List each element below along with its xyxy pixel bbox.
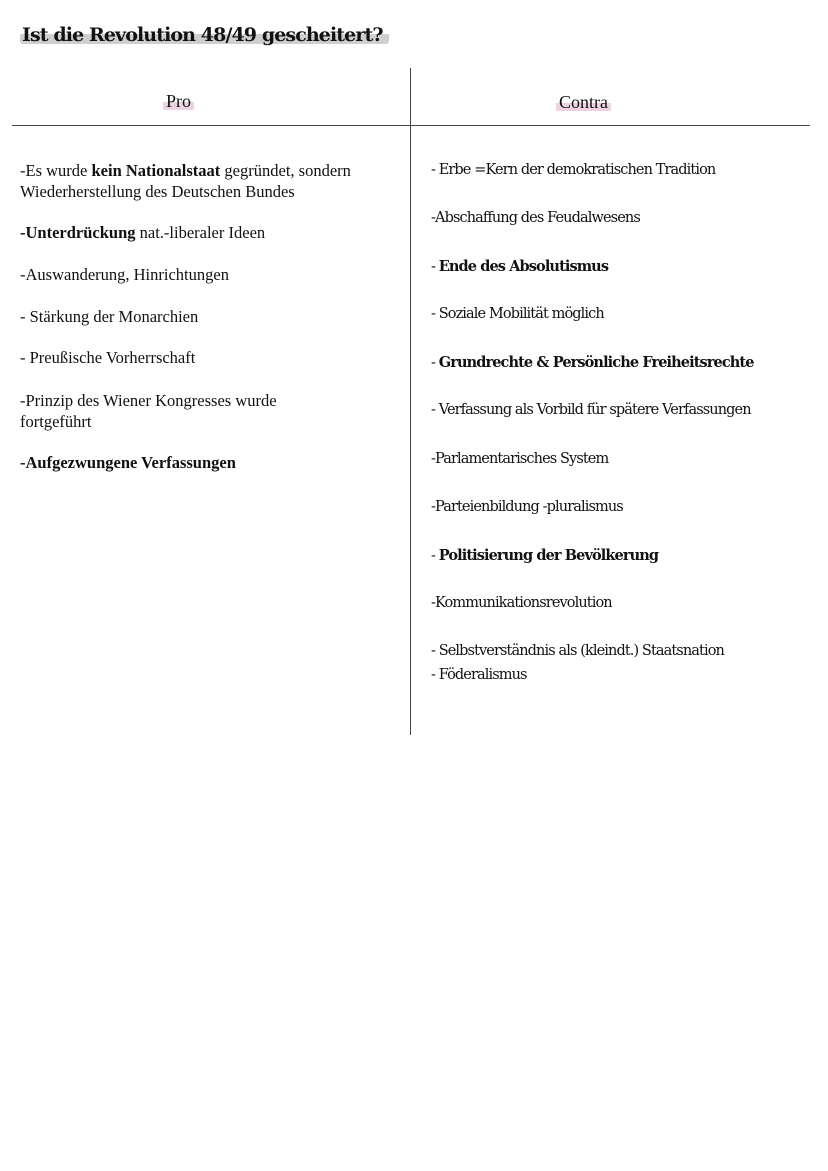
contra-item-9: - Politisierung der Bevölkerung (431, 547, 659, 564)
contra-item-9-emphasis: Politisierung der Bevölkerung (438, 547, 659, 564)
contra-item-4: - Soziale Mobilität möglich (431, 306, 604, 322)
header-divider-horizontal (12, 125, 810, 126)
title-text: Ist die Revolution 48/49 gescheitert? (20, 24, 389, 46)
pro-item-6: -Prinzip des Wiener Kongresses wurde fortgeführt (20, 391, 277, 431)
page-title (20, 24, 389, 46)
contra-item-2: -Abschaffung des Feudalwesens (431, 210, 640, 226)
pro-header-label: Pro (163, 91, 194, 111)
pro-item-7: -Aufgezwungene Verfassungen (20, 453, 236, 472)
contra-item-1: - Erbe =Kern der demokratischen Tradition (431, 162, 716, 178)
contra-item-3-emphasis: Ende des Absolutismus (438, 258, 609, 275)
column-divider-vertical (410, 68, 411, 735)
contra-item-6: - Verfassung als Vorbild für spätere Verfassungen (431, 402, 751, 418)
pro-item-1: -Es wurde kein Nationalstaat gegründet, sondern Wiederherstellung des Deutschen Bundes (20, 161, 351, 201)
pro-column-header (163, 91, 194, 112)
pro-item-3: -Auswanderung, Hinrichtungen (20, 265, 229, 284)
contra-item-5-emphasis: Grundrechte & Persönliche Freiheitsrechte (438, 354, 754, 371)
pro-item-2-emphasis: -Unterdrückung (20, 223, 136, 242)
contra-item-10: -Kommunikationsrevolution (431, 595, 612, 611)
contra-item-12: - Föderalismus (431, 667, 527, 683)
pro-item-1-emphasis: kein Nationalstaat (91, 161, 221, 180)
contra-item-7: -Parlamentarisches System (431, 451, 609, 467)
contra-column-header (556, 92, 611, 113)
contra-item-8: -Parteienbildung -pluralismus (431, 499, 623, 515)
contra-item-11: - Selbstverständnis als (kleindt.) Staatsnation (431, 643, 724, 659)
pro-item-2: -Unterdrückung nat.-liberaler Ideen (20, 223, 266, 242)
contra-header-label: Contra (556, 92, 611, 112)
pro-item-5: - Preußische Vorherrschaft (20, 348, 196, 367)
contra-item-5: - Grundrechte & Persönliche Freiheitsrechte (431, 354, 754, 371)
pro-item-4: - Stärkung der Monarchien (20, 307, 199, 326)
contra-item-3: - Ende des Absolutismus (431, 258, 609, 275)
